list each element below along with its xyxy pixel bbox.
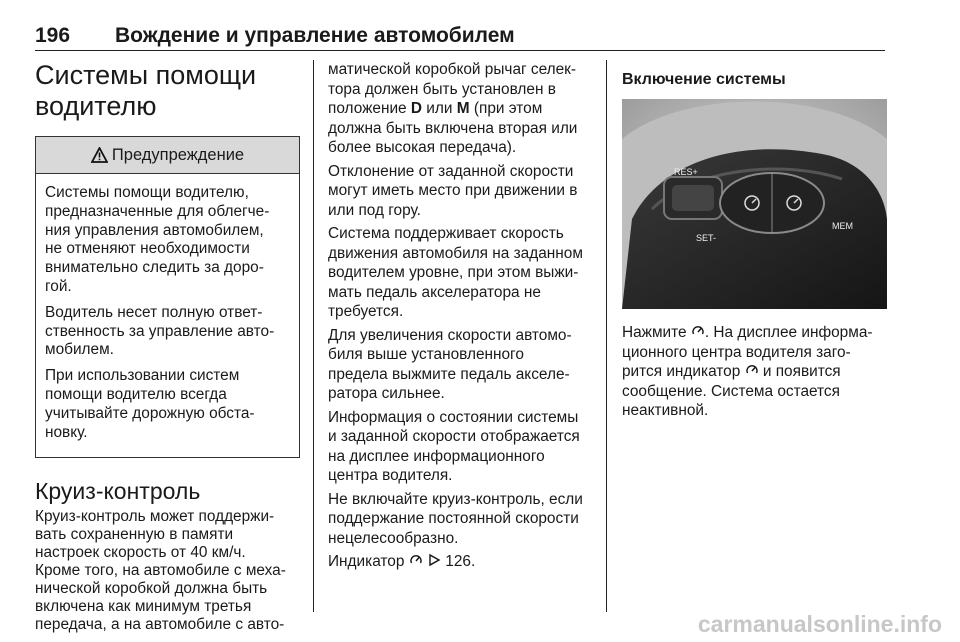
body-paragraph: Система поддерживает скорость движения автомобиля на заданном водителем уровне, при этом выжи- мать педаль акселератора не требуется. [328, 225, 583, 320]
column-divider [313, 60, 314, 612]
body-paragraph: Круиз-контроль может поддержи- вать сохраненную в памяти настроек скорость от 40 км/ч. Кроме того, на автомобиле с меха- нической коробкой должна быть включена как минимум третья передача, а на автомобиле с авто- [35, 508, 286, 634]
cruise-control-icon [691, 324, 705, 338]
page-header [35, 20, 885, 52]
column-1 [35, 60, 300, 638]
warning-paragraph: Водитель несет полную ответ- ственность за управление авто- мобилем. [45, 303, 275, 359]
column-2 [328, 60, 590, 576]
page-reference-icon [427, 553, 441, 567]
body-paragraph: матической коробкой рычаг селек- тора должен быть установлен в положение D или M (при этом должна быть включена вторая или более высокая передача). [328, 61, 578, 156]
subsection-title: Круиз-контроль [35, 478, 201, 505]
warning-body [36, 174, 299, 457]
column-divider [606, 60, 607, 612]
body-paragraph: Не включайте круиз-контроль, если поддержание постоянной скорости нецелесообразно. [328, 490, 583, 547]
mem-label: MEM [832, 221, 853, 231]
warning-header [36, 137, 299, 174]
cruise-control-icon [409, 553, 423, 567]
page-number: 196 [35, 24, 71, 47]
set-label: SET- [696, 233, 717, 243]
body-paragraph: Для увеличения скорости автомо- биля выше установленного предела выжмите педаль акселе- ратора сильнее. [328, 326, 572, 402]
body-paragraph: Нажмите . На дисплее информа- ционного центра водителя заго- рится индикатор и появится сообщение. Система остается неактивной. [622, 324, 873, 419]
warning-icon [91, 147, 108, 163]
section-title: Системы помощи водителю [35, 60, 257, 121]
column-3 [622, 60, 887, 425]
subsection-title: Включение системы [622, 71, 786, 88]
warning-paragraph: Системы помощи водителю, предназначенные для облегче- ния управления автомобилем, не отменяют необходимости внимательно следить за доро- гой. [45, 184, 270, 295]
header-rule [35, 50, 885, 51]
warning-paragraph: При использовании систем помощи водителю всегда учитывайте дорожную обста- новку. [45, 367, 255, 441]
body-paragraph: Отклонение от заданной скорости могут иметь место при движении в или под гору. [328, 162, 578, 219]
warning-title: Предупреждение [111, 145, 245, 164]
indicator-reference: Индикатор 126. [328, 553, 476, 570]
watermark: carmanualsonline.info [697, 611, 942, 637]
warning-box [35, 136, 300, 458]
body-paragraph: Информация о состоянии системы и заданной скорости отображается на дисплее информационного центра водителя. [328, 408, 580, 484]
res-label: RES+ [674, 167, 698, 177]
cruise-control-icon [745, 363, 759, 377]
chapter-title: Вождение и управление автомобилем [115, 24, 515, 47]
steering-wheel-controls-image [622, 99, 887, 309]
